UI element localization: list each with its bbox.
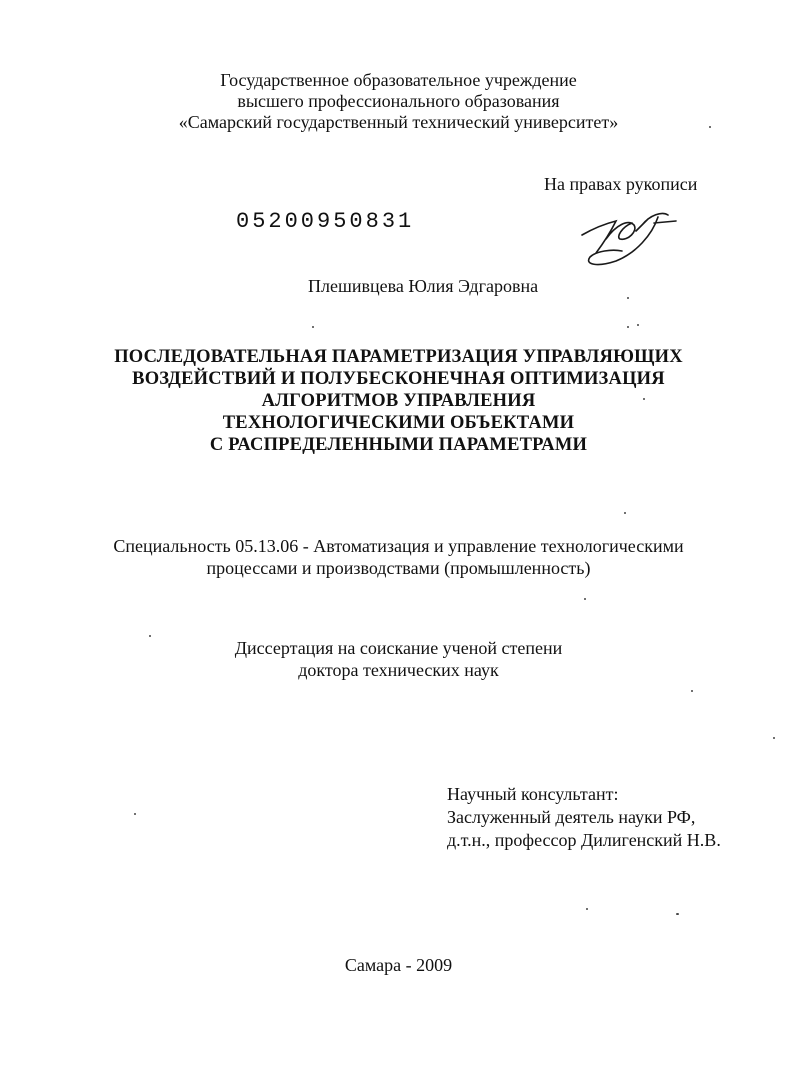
scan-speck bbox=[709, 126, 711, 128]
specialty bbox=[0, 535, 797, 579]
scan-speck bbox=[149, 635, 151, 637]
consultant-line-2: Заслуженный деятель науки РФ, bbox=[447, 807, 696, 827]
header-line-1: Государственное образовательное учреждение bbox=[220, 70, 577, 90]
scientific-consultant bbox=[447, 783, 721, 852]
scan-speck bbox=[627, 326, 629, 328]
dissertation-title bbox=[0, 346, 797, 456]
scan-speck bbox=[676, 913, 679, 915]
scan-speck bbox=[643, 398, 645, 400]
specialty-line-1: Специальность 05.13.06 - Автоматизация и управление технологическими bbox=[113, 536, 684, 556]
manuscript-note: На правах рукописи bbox=[544, 174, 698, 194]
scan-speck bbox=[586, 908, 588, 910]
dissertation-degree bbox=[0, 637, 797, 681]
document-code: 05200950831 bbox=[236, 209, 415, 234]
consultant-line-1: Научный консультант: bbox=[447, 784, 619, 804]
scan-speck bbox=[627, 297, 629, 299]
footer-city-year: Самара - 2009 bbox=[344, 955, 453, 975]
consultant-line-3: д.т.н., профессор Дилигенский Н.В. bbox=[447, 830, 721, 850]
scan-speck bbox=[773, 737, 775, 739]
title-line-5: С РАСПРЕДЕЛЕННЫМИ ПАРАМЕТРАМИ bbox=[209, 435, 588, 455]
scan-speck bbox=[134, 813, 136, 815]
specialty-line-2: процессами и производствами (промышленность) bbox=[206, 558, 591, 578]
title-line-3: АЛГОРИТМОВ УПРАВЛЕНИЯ bbox=[261, 391, 536, 411]
title-line-2: ВОЗДЕЙСТВИЙ И ПОЛУБЕСКОНЕЧНАЯ ОПТИМИЗАЦИЯ bbox=[132, 369, 665, 389]
signature bbox=[576, 205, 688, 273]
scan-speck bbox=[624, 512, 626, 514]
dissertation-line-1: Диссертация на соискание ученой степени bbox=[234, 638, 563, 658]
title-line-1: ПОСЛЕДОВАТЕЛЬНАЯ ПАРАМЕТРИЗАЦИЯ УПРАВЛЯЮЩИХ bbox=[114, 347, 683, 367]
header-line-3: «Самарский государственный технический университет» bbox=[178, 112, 619, 132]
scan-speck bbox=[691, 690, 693, 692]
scan-speck bbox=[312, 326, 314, 328]
scan-speck bbox=[637, 324, 639, 326]
dissertation-line-2: доктора технических наук bbox=[298, 660, 499, 680]
title-line-4: ТЕХНОЛОГИЧЕСКИМИ ОБЪЕКТАМИ bbox=[222, 413, 575, 433]
header-line-2: высшего профессионального образования bbox=[237, 91, 560, 111]
scan-speck bbox=[584, 598, 586, 600]
author-name: Плешивцева Юлия Эдгаровна bbox=[308, 276, 539, 296]
